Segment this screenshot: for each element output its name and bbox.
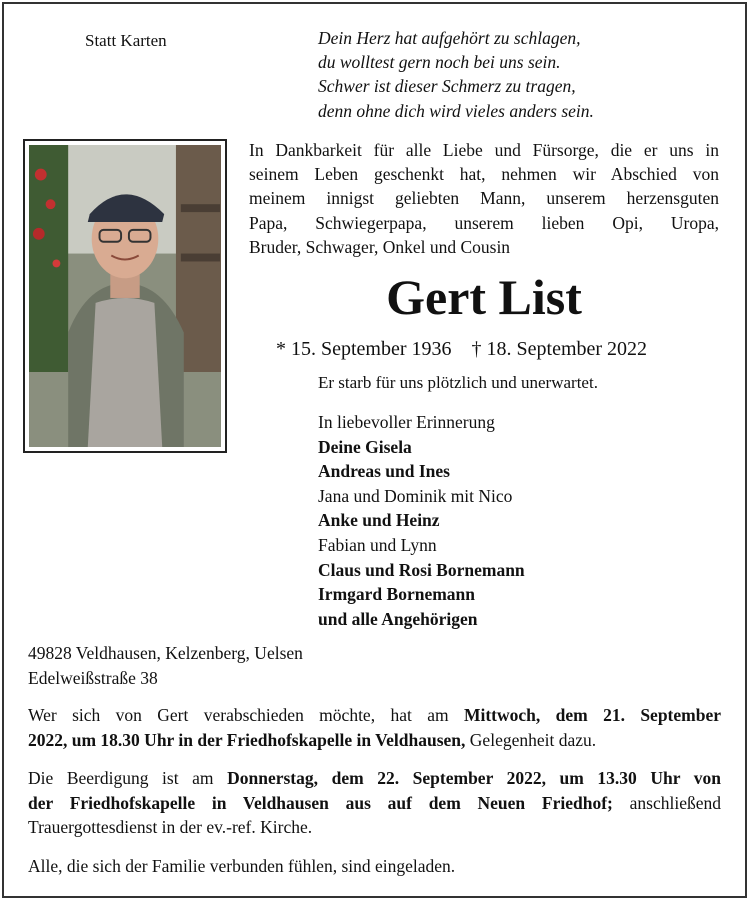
birth-date: * 15. September 1936: [276, 338, 452, 360]
family-entry: Deine Gisela: [318, 436, 412, 457]
address-line: 49828 Veldhausen, Kelzenberg, Uelsen: [28, 643, 303, 663]
funeral-text: Die Beerdigung ist am: [28, 768, 228, 788]
funeral-place: der Friedhofskapelle in Veldhausen aus auf dem Neuen Friedhof;: [28, 792, 613, 813]
funeral-date-time: Donnerstag, dem 22. September 2022, um 13.30 Uhr von: [227, 768, 721, 788]
poem: [318, 26, 594, 123]
life-dates: [276, 338, 647, 361]
family-entry: und alle Angehörigen: [318, 608, 478, 629]
intro-line: meinem innigst geliebten Mann, unserem herzensguten: [249, 188, 719, 209]
farewell-line: [28, 728, 721, 753]
intro-line: Papa, Schwiegerpapa, unserem lieben Opi, Uropa,: [249, 212, 719, 233]
intro-text: [249, 138, 719, 259]
poem-line: denn ohne dich wird vieles anders sein.: [318, 100, 594, 121]
family-entry: Irmgard Bornemann: [318, 584, 476, 605]
deceased-name: Gert List: [386, 269, 582, 325]
family-entry: Claus und Rosi Bornemann: [318, 559, 525, 580]
intro-line: In Dankbarkeit für alle Liebe und Fürsorge, die er uns in: [249, 140, 719, 160]
intro-line: seinem Leben geschenkt hat, nehmen wir Abschied von: [249, 164, 719, 185]
poem-line: Schwer ist dieser Schmerz zu tragen,: [318, 76, 576, 97]
poem-line: Dein Herz hat aufgehört zu schlagen,: [318, 28, 581, 48]
family-entry: Jana und Dominik mit Nico: [318, 485, 513, 506]
family-entry: In liebevoller Erinnerung: [318, 412, 495, 432]
address: [28, 641, 303, 691]
farewell-text: Gelegenheit dazu.: [465, 729, 597, 750]
funeral-paragraph: [28, 766, 721, 840]
farewell-text: Wer sich von Gert verabschieden möchte, hat am: [28, 705, 464, 725]
closing-text: Alle, die sich der Familie verbunden fühlen, sind eingeladen.: [28, 856, 456, 876]
funeral-text: anschließend: [612, 792, 721, 813]
funeral-line: Trauergottesdienst in der ev.-ref. Kirche.: [28, 817, 313, 838]
family-entry: Andreas und Ines: [318, 461, 450, 482]
funeral-line: [28, 791, 721, 816]
death-note: Er starb für uns plötzlich und unerwartet.: [318, 373, 598, 392]
farewell-line: [28, 703, 721, 728]
family-entry: Fabian und Lynn: [318, 534, 437, 555]
intro-line: Bruder, Schwager, Onkel und Cousin: [249, 236, 511, 257]
farewell-date: Mittwoch, dem 21. September: [463, 705, 721, 725]
poem-line: du wolltest gern noch bei uns sein.: [318, 52, 561, 73]
farewell-paragraph: [28, 703, 721, 752]
funeral-line: [28, 766, 721, 791]
farewell-time-place: 2022, um 18.30 Uhr in der Friedhofskapelle in Veldhausen,: [28, 729, 466, 750]
statt-karten-label: Statt Karten: [85, 31, 167, 50]
death-date: † 18. September 2022: [471, 338, 648, 360]
address-line: Edelweißstraße 38: [28, 668, 158, 688]
family-entry: Anke und Heinz: [318, 510, 440, 531]
family-list: [318, 410, 525, 631]
